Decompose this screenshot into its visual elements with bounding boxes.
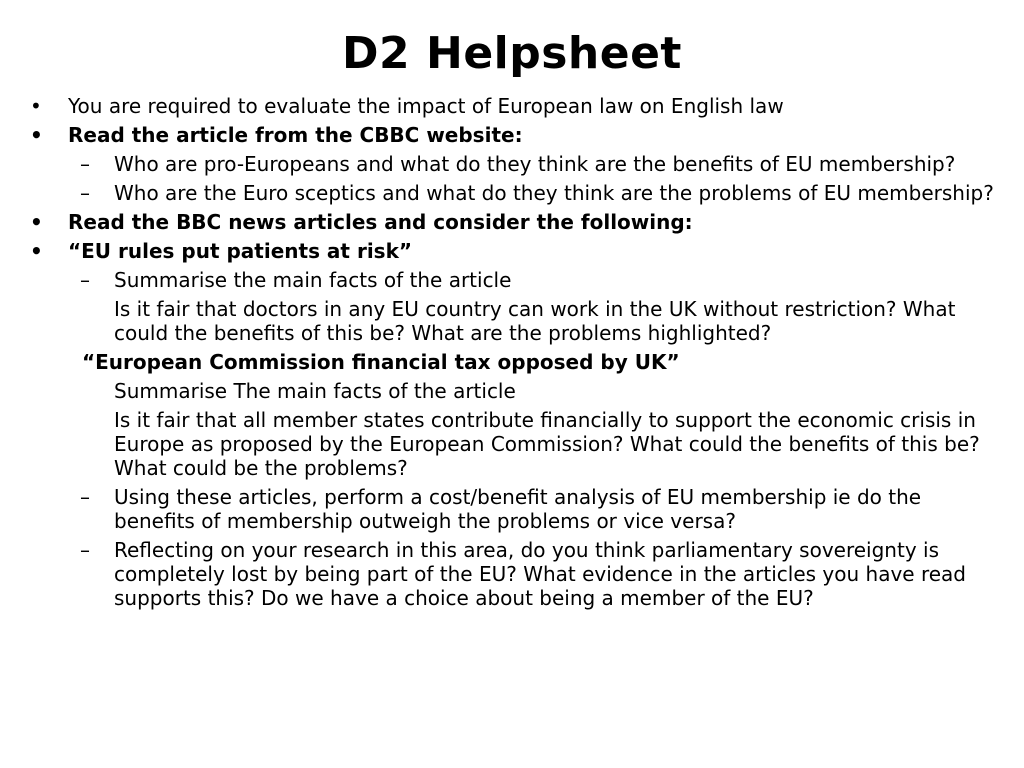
sub-bullet-item xyxy=(28,538,998,610)
bullet-marker: • xyxy=(30,239,43,263)
dash-marker: – xyxy=(80,538,90,562)
bullet-item xyxy=(28,94,998,118)
bullet-list xyxy=(28,94,998,615)
dash-marker: – xyxy=(80,181,90,205)
bullet-item xyxy=(28,239,998,263)
bullet-text: You are required to evaluate the impact of European law on English law xyxy=(68,94,784,118)
sub-bullet-text: Reflecting on your research in this area, do you think parliamentary sovereignty is completely lost by being part of the EU? What evidence in the articles you have read supports this? Do we have a choice about being a member of the EU? xyxy=(114,538,966,610)
sub-paragraph xyxy=(28,379,998,403)
bullet-marker: • xyxy=(30,94,42,118)
sub-paragraph xyxy=(28,408,998,480)
dash-marker: – xyxy=(80,268,90,292)
sub-bullet-text: Who are pro-Europeans and what do they think are the benefits of EU membership? xyxy=(114,152,956,176)
sub-paragraph-text: Is it fair that all member states contribute financially to support the economic crisis in Europe as proposed by the European Commission? What could the benefits of this be? What could be the problems? xyxy=(114,408,980,480)
bullet-marker: • xyxy=(30,210,43,234)
sub-bullet-item xyxy=(28,268,998,292)
sub-paragraph-text: Summarise The main facts of the article xyxy=(114,379,516,403)
dash-marker: – xyxy=(80,485,90,509)
sub-bullet-text: Using these articles, perform a cost/benefit analysis of EU membership ie do the benefits of membership outweigh the problems or vice versa? xyxy=(114,485,922,533)
slide-title: D2 Helpsheet xyxy=(342,28,682,79)
sub-bullet-text: Summarise the main facts of the article xyxy=(114,268,512,292)
bullet-text: Read the BBC news articles and consider the following: xyxy=(68,210,693,234)
sub-bullet-item xyxy=(28,152,998,176)
article-heading-text: “European Commission financial tax opposed by UK” xyxy=(82,350,680,374)
bullet-text: “EU rules put patients at risk” xyxy=(68,239,413,263)
sub-bullet-item xyxy=(28,485,998,533)
sub-paragraph-text: Is it fair that doctors in any EU country can work in the UK without restriction? What could the benefits of this be? What are the problems highlighted? xyxy=(114,297,956,345)
bullet-item xyxy=(28,210,998,234)
sub-bullet-text: Who are the Euro sceptics and what do they think are the problems of EU membership? xyxy=(114,181,994,205)
dash-marker: – xyxy=(80,152,90,176)
bullet-item xyxy=(28,123,998,147)
bullet-text: Read the article from the CBBC website: xyxy=(68,123,523,147)
sub-bullet-item xyxy=(28,181,998,205)
article-heading xyxy=(28,350,998,374)
sub-paragraph xyxy=(28,297,998,345)
bullet-marker: • xyxy=(30,123,43,147)
